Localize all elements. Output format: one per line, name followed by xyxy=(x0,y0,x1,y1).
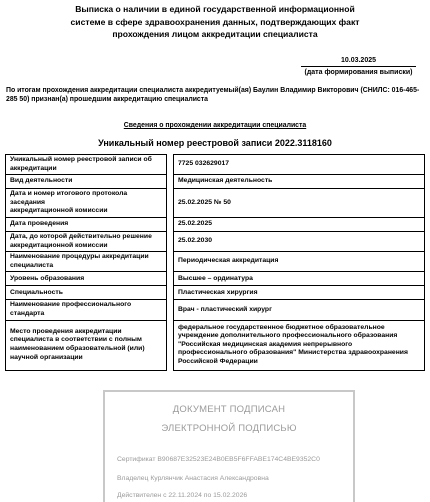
table-row xyxy=(6,175,425,189)
row-label xyxy=(6,272,167,286)
row-label-line: аккредитации xyxy=(10,164,57,172)
row-value-line: профессионального образования" Министерства здравоохранения xyxy=(178,349,408,357)
row-label-line: Уровень образования xyxy=(10,274,85,282)
table-row xyxy=(6,272,425,286)
row-value-line: Пластическая хирургия xyxy=(178,288,258,296)
title-line-3: прохождения лицом аккредитации специалиста xyxy=(112,29,318,39)
table-row xyxy=(6,300,425,320)
row-label xyxy=(6,175,167,189)
row-label-line: Дата проведения xyxy=(10,220,69,228)
title-line-2: системе в сфере здравоохранения данных, подтверждающих факт xyxy=(70,16,360,27)
row-label-line: Вид деятельности xyxy=(10,177,73,185)
table-row xyxy=(6,217,425,231)
row-value xyxy=(174,155,425,175)
row-value-line: учреждение дополнительного профессионального образования xyxy=(178,332,398,340)
certificate-number: Сертификат B90687E32523E24B0EB5F6FFABE174C4BE9352C0 xyxy=(117,456,320,463)
row-label-line: Наименование процедуры аккредитации xyxy=(10,253,149,261)
row-label-line: Уникальный номер реестровой записи об xyxy=(10,156,152,163)
row-value-line: Российской Федерации xyxy=(178,357,258,365)
table-row xyxy=(6,320,425,370)
row-spacer xyxy=(167,155,174,175)
row-label xyxy=(6,155,167,175)
row-value xyxy=(174,175,425,189)
row-label-line: Дата, до которой действительно решение xyxy=(10,232,152,240)
row-spacer xyxy=(167,300,174,320)
row-value xyxy=(174,252,425,272)
row-value xyxy=(174,217,425,231)
row-spacer xyxy=(167,217,174,231)
row-value-line: 25.02.2025 xyxy=(178,220,213,228)
row-value xyxy=(174,300,425,320)
document-title xyxy=(20,3,410,41)
row-value-line: "Российская медицинская академия непрерывного xyxy=(178,340,353,348)
stamp-heading xyxy=(105,400,353,438)
row-label-line: Место проведения аккредитации xyxy=(10,327,122,335)
row-value-line: 25.02.2025 № 50 xyxy=(178,198,231,206)
row-label-line: специалиста в соответствии с полным xyxy=(10,336,142,344)
row-value-line: федеральное государственное бюджетное образовательное xyxy=(178,323,385,331)
row-value xyxy=(174,272,425,286)
row-label-line: специалиста xyxy=(10,261,54,269)
row-label-line: наименованием образовательной (или) xyxy=(10,345,145,353)
row-value xyxy=(174,320,425,370)
row-spacer xyxy=(167,175,174,189)
certificate-validity: Действителен с 22.11.2024 по 15.02.2026 xyxy=(117,492,248,499)
row-spacer xyxy=(167,272,174,286)
row-value-line: Врач - пластический хирург xyxy=(178,305,272,313)
row-label xyxy=(6,320,167,370)
intro-line-2: 285 50) признан(а) прошедшим аккредитацию специалиста xyxy=(6,96,208,104)
row-spacer xyxy=(167,231,174,251)
accreditation-details-table xyxy=(5,154,425,371)
row-label-line: Наименование профессионального xyxy=(10,301,132,309)
row-label xyxy=(6,231,167,251)
row-label-line: научной организации xyxy=(10,353,83,361)
formation-date: 10.03.2025 xyxy=(301,56,416,67)
title-line-1: Выписка о наличии в единой государственной информационной xyxy=(75,4,355,14)
row-label-line: Дата и номер итогового протокола заседания xyxy=(10,190,128,206)
table-row xyxy=(6,231,425,251)
row-spacer xyxy=(167,252,174,272)
row-value xyxy=(174,189,425,218)
certificate-owner: Владелец Курлянчик Анастасия Александровна xyxy=(117,475,269,482)
row-label xyxy=(6,252,167,272)
row-label-line: стандарта xyxy=(10,309,45,317)
stamp-heading-line-2: ЭЛЕКТРОННОЙ ПОДПИСЬЮ xyxy=(161,423,297,434)
row-value-line: Высшее – ординатура xyxy=(178,274,253,282)
row-label xyxy=(6,286,167,300)
formation-date-block xyxy=(301,56,416,77)
row-value-line: Медицинская деятельность xyxy=(178,177,273,185)
row-spacer xyxy=(167,189,174,218)
table-row xyxy=(6,286,425,300)
row-spacer xyxy=(167,320,174,370)
row-label xyxy=(6,217,167,231)
row-value-line: 7725 032629017 xyxy=(178,160,230,168)
formation-date-caption: (дата формирования выписки) xyxy=(304,69,413,76)
stamp-heading-line-1: ДОКУМЕНТ ПОДПИСАН xyxy=(172,404,286,415)
row-value-line: 25.02.2030 xyxy=(178,237,213,245)
row-label-line: аккредитационной комиссии xyxy=(10,207,108,215)
table-row xyxy=(6,252,425,272)
row-value-line: Периодическая аккредитация xyxy=(178,257,279,265)
section-title: Сведения о прохождении аккредитации специалиста xyxy=(123,122,307,129)
intro-paragraph xyxy=(6,86,424,104)
row-label-line: Специальность xyxy=(10,288,63,296)
row-spacer xyxy=(167,286,174,300)
row-label xyxy=(6,189,167,218)
row-label-line: аккредитационной комиссии xyxy=(10,241,108,249)
intro-line-1: По итогам прохождения аккредитации специалиста аккредитуемый(ая) Баулин Владимир Викторович (СНИЛС: 016-465- xyxy=(6,87,420,94)
registry-number-title: Уникальный номер реестровой записи 2022.3118160 xyxy=(98,138,332,148)
row-value xyxy=(174,231,425,251)
electronic-signature-stamp xyxy=(103,390,355,502)
row-value xyxy=(174,286,425,300)
table-row xyxy=(6,189,425,218)
table-row xyxy=(6,155,425,175)
row-label xyxy=(6,300,167,320)
